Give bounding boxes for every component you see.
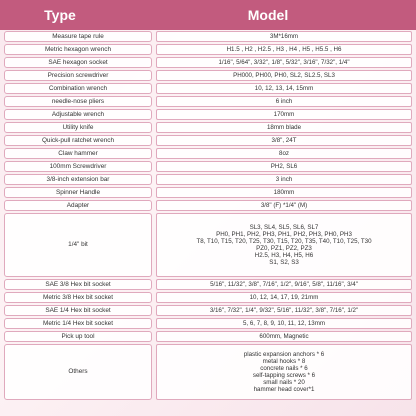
type-cell: Precision screwdriver (4, 70, 152, 81)
model-cell: 18mm blade (156, 122, 412, 133)
table-row (0, 304, 416, 317)
model-cell: 3/8", 24T (156, 135, 412, 146)
model-cell: 10, 12, 13, 14, 15mm (156, 83, 412, 94)
table-row (0, 82, 416, 95)
table-row (0, 108, 416, 121)
model-cell: SL3, SL4, SL5, SL6, SL7 PH0, PH1, PH2, PH3, PH1, PH2, PH3, PH0, PH3 T8, T10, T15, T20, T25, T30, T15, T20, T35, T40, T10, T25, T30 PZ0, PZ1, PZ2, PZ3 H2.5, H3, H4, H5, H6 S1, S2, S3 (156, 213, 412, 277)
model-cell: 5/16", 11/32", 3/8", 7/16", 1/2", 9/16", 5/8", 11/16", 3/4" (156, 279, 412, 290)
table-row (0, 121, 416, 134)
type-cell: Adapter (4, 200, 152, 211)
type-cell: needle-nose pliers (4, 96, 152, 107)
type-cell: 3/8-inch extension bar (4, 174, 152, 185)
model-cell: 3/8" (F) *1/4" (M) (156, 200, 412, 211)
table-row (0, 69, 416, 82)
table-row (0, 291, 416, 304)
table-row (0, 343, 416, 401)
type-cell: Measure tape rule (4, 31, 152, 42)
table-header (0, 0, 416, 30)
type-cell: 100mm Screwdriver (4, 161, 152, 172)
type-cell: Others (4, 344, 152, 400)
table-row (0, 173, 416, 186)
table-row (0, 95, 416, 108)
model-cell: 8oz (156, 148, 412, 159)
model-cell: 3M*16mm (156, 31, 412, 42)
model-cell: H1.5 , H2 , H2.5 , H3 , H4 , H5 , H5.5 , H6 (156, 44, 412, 55)
type-cell: SAE 3/8 Hex bit socket (4, 279, 152, 290)
model-cell: 5, 6, 7, 8, 9, 10, 11, 12, 13mm (156, 318, 412, 329)
type-cell: Quick-pull ratchet wrench (4, 135, 152, 146)
type-cell: Adjustable wrench (4, 109, 152, 120)
table-row (0, 212, 416, 278)
table-row (0, 199, 416, 212)
type-cell: Utility knife (4, 122, 152, 133)
table-row (0, 186, 416, 199)
model-cell: plastic expansion anchors * 6 metal hooks * 8 concrete nails * 6 self-tapping screws * 6 small nails * 20 hammer head cover*1 (156, 344, 412, 400)
type-cell: Claw hammer (4, 148, 152, 159)
type-cell: Metric 1/4 Hex bit socket (4, 318, 152, 329)
model-cell: 3 inch (156, 174, 412, 185)
type-column-header: Type (44, 7, 76, 23)
table-row (0, 278, 416, 291)
model-cell: PH000, PH00, PH0, SL2, SL2.5, SL3 (156, 70, 412, 81)
table-row (0, 134, 416, 147)
type-cell: Pick up tool (4, 331, 152, 342)
type-cell: Spinner Handle (4, 187, 152, 198)
type-cell: Metric hexagon wrench (4, 44, 152, 55)
type-cell: 1/4" bit (4, 213, 152, 277)
table-row (0, 317, 416, 330)
type-cell: Metric 3/8 Hex bit socket (4, 292, 152, 303)
type-cell: SAE hexagon socket (4, 57, 152, 68)
table-row (0, 147, 416, 160)
model-cell: PH2, SL6 (156, 161, 412, 172)
model-column-header: Model (247, 7, 289, 23)
model-cell: 1/16", 5/64", 3/32", 1/8", 5/32", 3/16", 7/32", 1/4" (156, 57, 412, 68)
model-cell: 6 inch (156, 96, 412, 107)
table-row (0, 30, 416, 43)
type-cell: SAE 1/4 Hex bit socket (4, 305, 152, 316)
table-row (0, 160, 416, 173)
model-cell: 600mm, Magnetic (156, 331, 412, 342)
model-cell: 10, 12, 14, 17, 19, 21mm (156, 292, 412, 303)
type-cell: Combination wrench (4, 83, 152, 94)
table-row (0, 56, 416, 69)
table-row (0, 330, 416, 343)
table-row (0, 43, 416, 56)
model-cell: 180mm (156, 187, 412, 198)
model-cell: 170mm (156, 109, 412, 120)
model-cell: 3/16", 7/32", 1/4", 9/32", 5/16", 11/32", 3/8", 7/16", 1/2" (156, 305, 412, 316)
